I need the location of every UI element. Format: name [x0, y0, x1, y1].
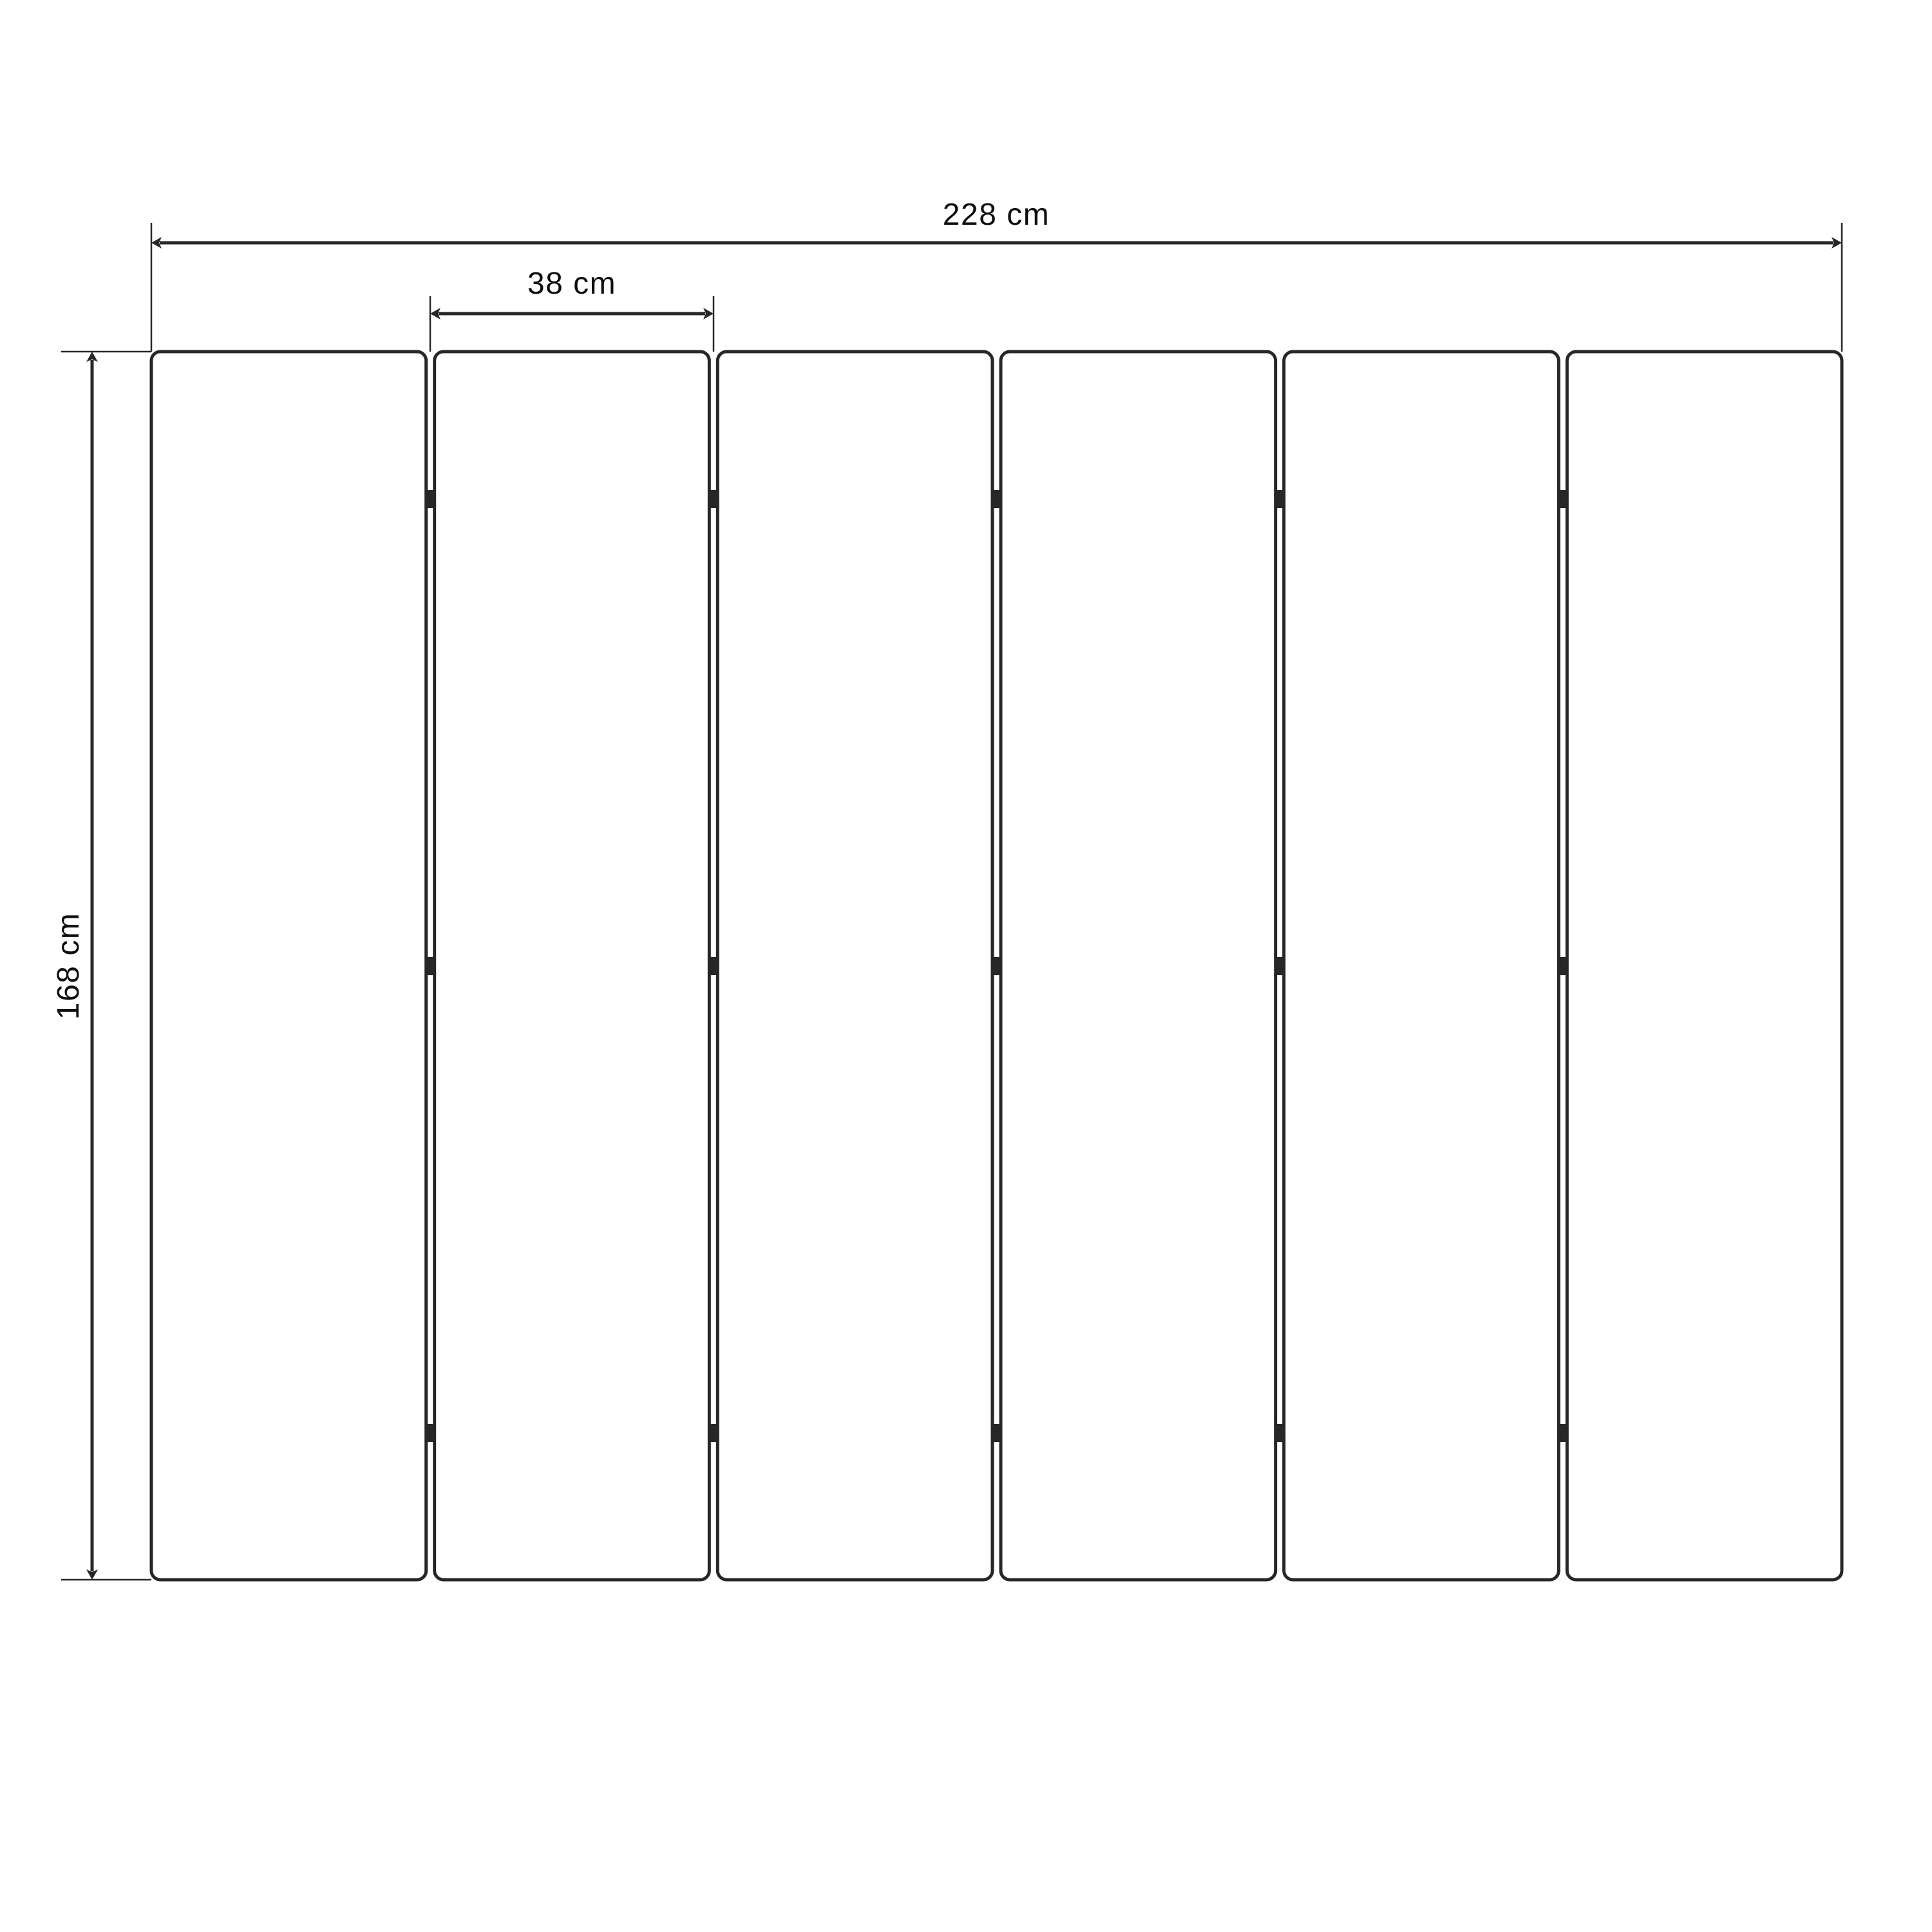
hinge-mark-3-3: [992, 1424, 1001, 1442]
hinge-mark-5-2: [1558, 957, 1567, 975]
hinge-mark-2-1: [709, 490, 718, 508]
panel-width-label: 38 cm: [527, 267, 617, 301]
hinge-mark-4-3: [1275, 1424, 1284, 1442]
panel-1: [151, 352, 426, 1580]
height-dimension: [52, 352, 151, 1580]
hinge-mark-4-1: [1275, 490, 1284, 508]
panel-width-dimension: [430, 267, 714, 352]
panel-4: [1001, 352, 1276, 1580]
hinge-mark-3-2: [992, 957, 1001, 975]
hinge-mark-2-2: [709, 957, 718, 975]
total-width-label: 228 cm: [942, 198, 1050, 232]
hinge-mark-3-1: [992, 490, 1001, 508]
hinge-mark-1-1: [426, 490, 435, 508]
hinge-mark-4-2: [1275, 957, 1284, 975]
hinge-mark-1-3: [426, 1424, 435, 1442]
total-width-dimension: [151, 198, 1842, 352]
hinge-mark-2-3: [709, 1424, 718, 1442]
hinge-mark-1-2: [426, 957, 435, 975]
panel-2: [435, 352, 710, 1580]
panel-5: [1284, 352, 1559, 1580]
hinge-mark-5-3: [1558, 1424, 1567, 1442]
panel-3: [717, 352, 992, 1580]
hinge-mark-5-1: [1558, 490, 1567, 508]
panel-6: [1567, 352, 1842, 1580]
height-label: 168 cm: [52, 912, 86, 1020]
